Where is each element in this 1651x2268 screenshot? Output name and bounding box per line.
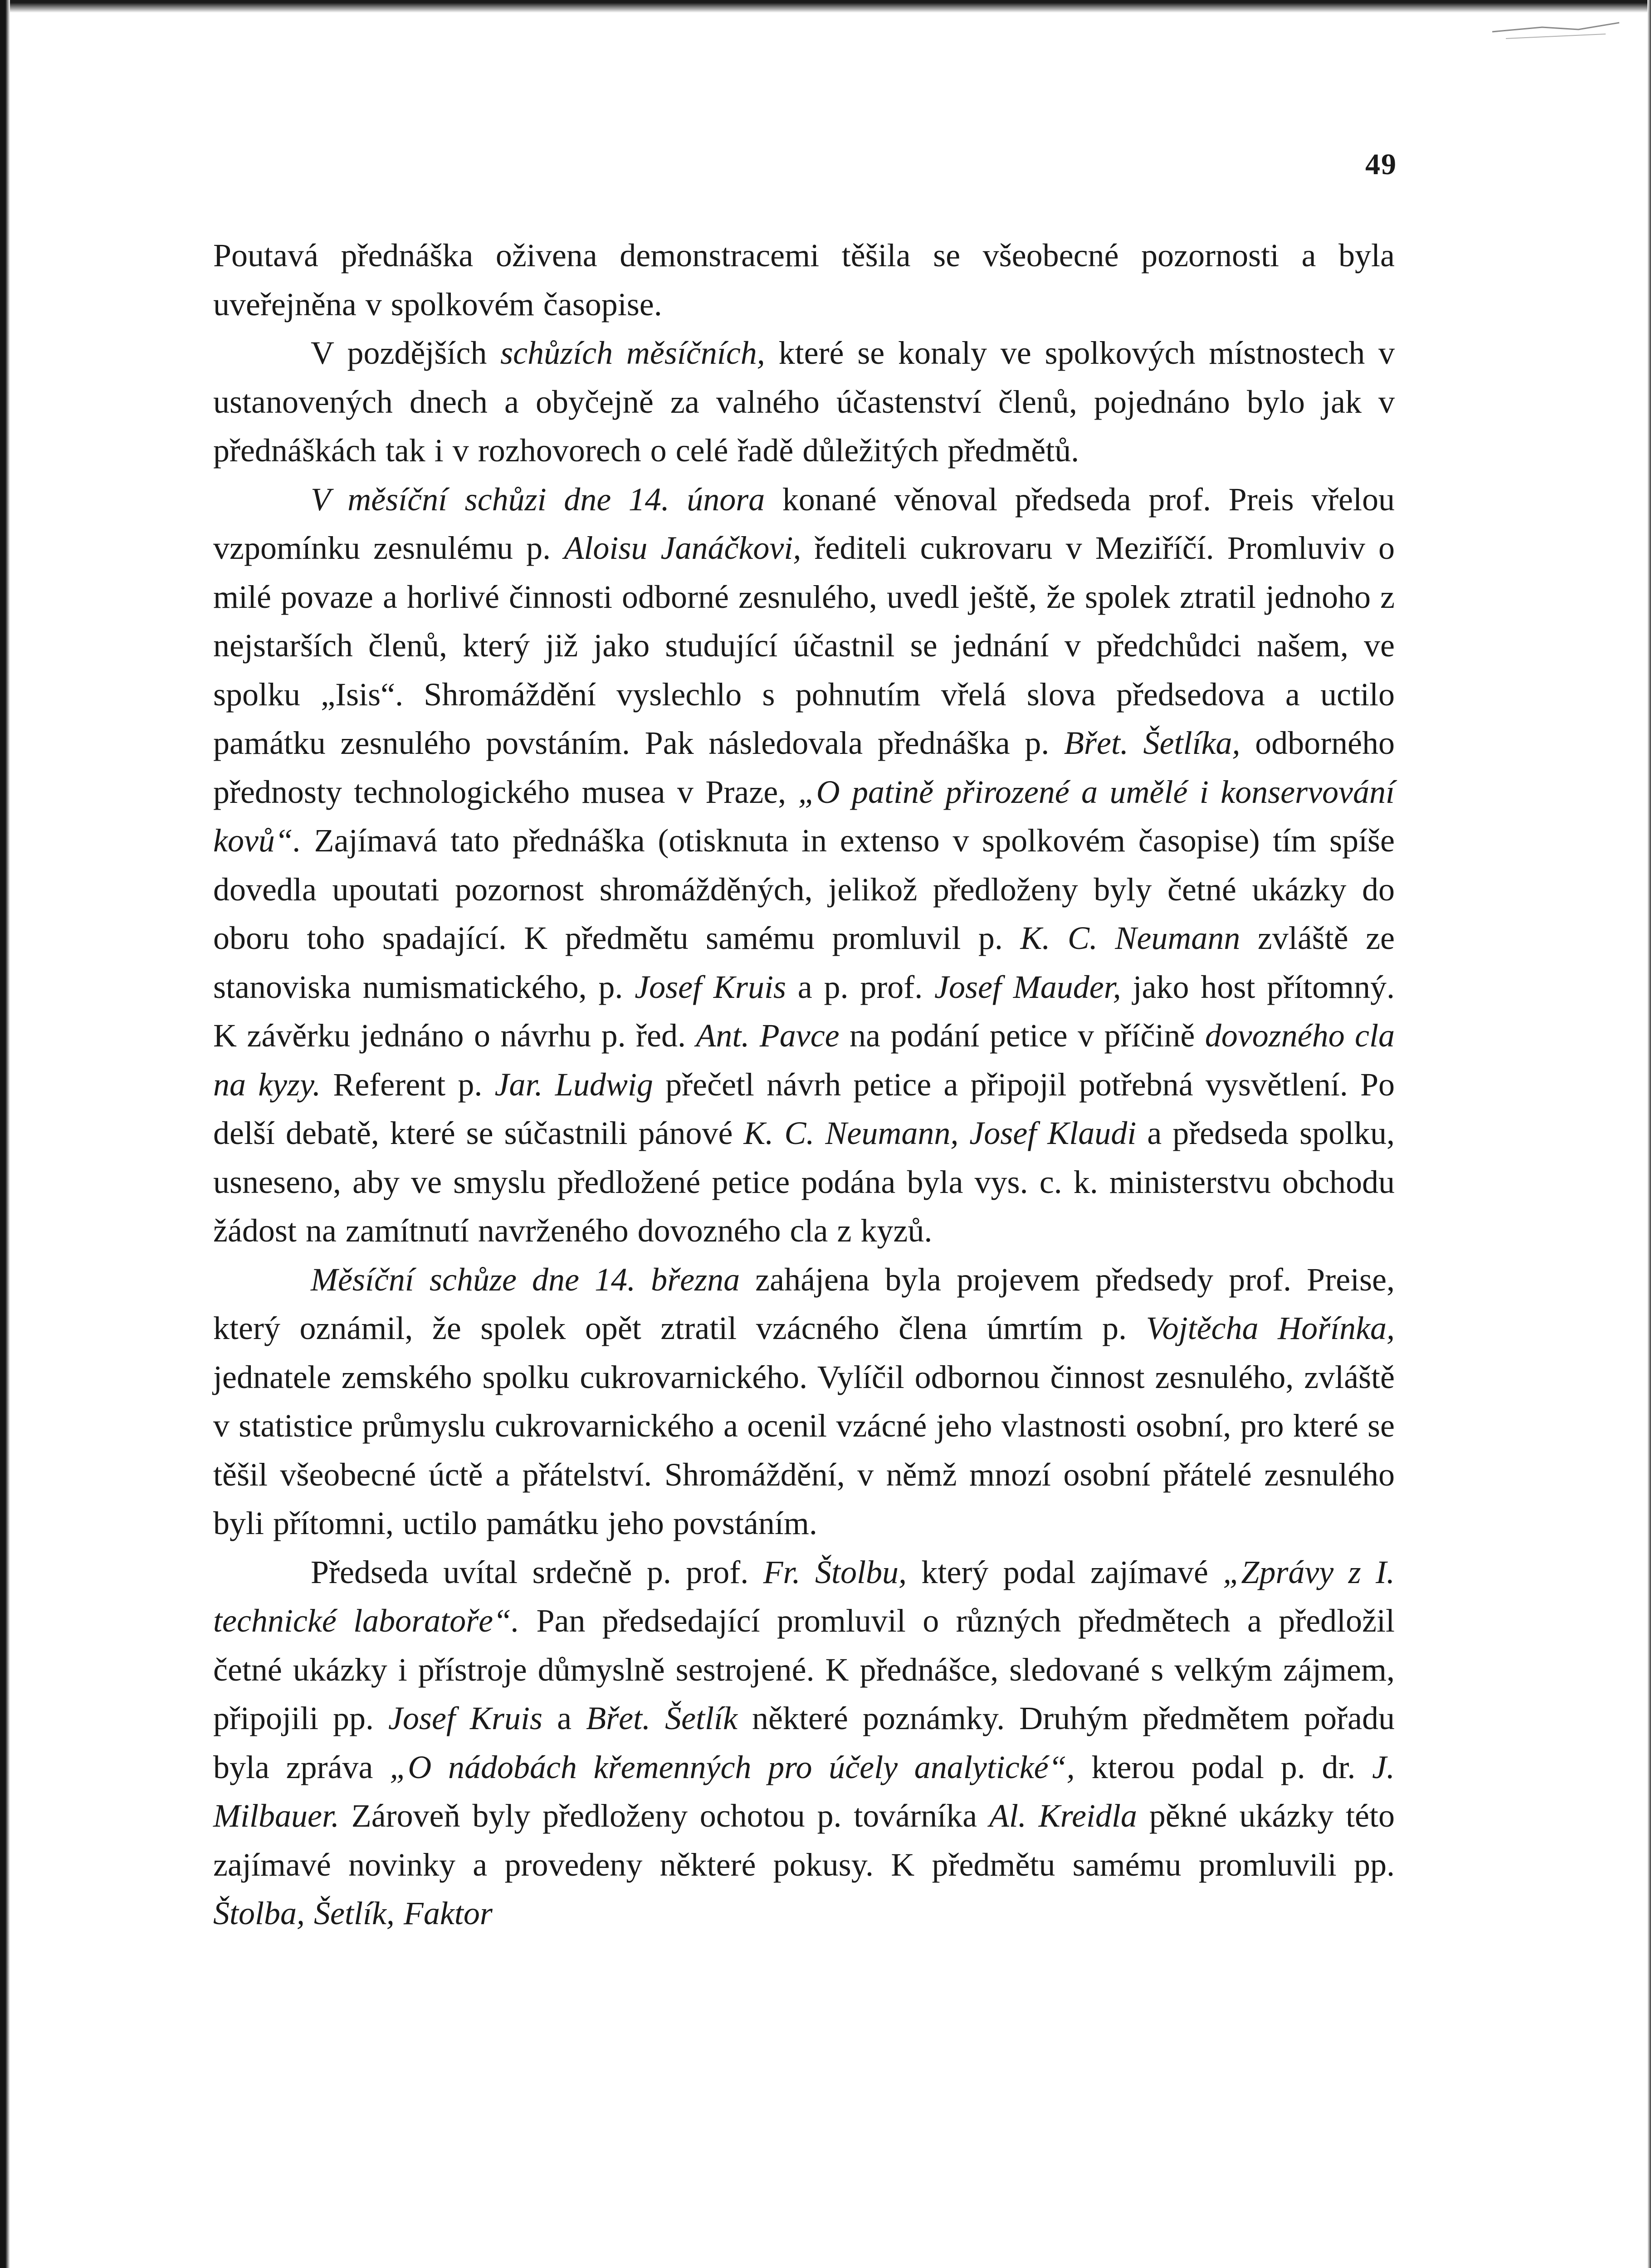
italic-text-segment: Měsíční schůze dne 14. března: [311, 1261, 740, 1298]
paragraph: [213, 1256, 1395, 1548]
paragraph: [213, 329, 1395, 475]
italic-text-segment: Ant. Pavce: [696, 1017, 840, 1054]
italic-text-segment: Al. Kreidla: [989, 1798, 1137, 1834]
italic-text-segment: „Zprávy z I. technické laboratoře“.: [213, 1554, 1395, 1639]
text-segment: V pozdějších: [311, 335, 501, 371]
paragraph: [213, 231, 1395, 329]
text-segment: řediteli cukrovaru v Meziříčí. Promluviv o milé povaze a horlivé činnosti odborné zesnulého, uvedl ještě, že spolek ztratil jednoho z nejstarších členů, který již jako studující účastnil se jednání v předchůdci našem, ve spolku „Isis“. Shromáždění vyslechlo s pohnutím vřelá slova předsedova a uctilo památku zesnulého povstáním. Pak následovala přednáška p.: [213, 530, 1395, 761]
text-segment: konané věnoval předseda prof. Preis vřelou vzpomínku zesnulému p.: [213, 481, 1395, 566]
scan-edge-top: [0, 0, 1651, 13]
body-text: [213, 231, 1395, 1938]
italic-text-segment: Josef Kruis: [388, 1700, 543, 1736]
italic-text-segment: Jar. Ludwig: [494, 1066, 653, 1103]
italic-text-segment: „O nádobách křemenných pro účely analytické“,: [390, 1749, 1075, 1785]
text-segment: a: [542, 1700, 586, 1736]
text-segment: jako host přítomný. K závěrku jednáno o návrhu p. řed.: [213, 968, 1395, 1054]
italic-text-segment: „O patině přirozené a umělé i konservování kovů“.: [213, 773, 1395, 859]
text-segment: Zajímavá tato přednáška (otisknuta in extenso v spolkovém časopise) tím spíše dovedla upoutati pozornost shromážděných, jelikož předloženy byly četné ukázky do oboru toho spadající. K předmětu samému promluvil p.: [213, 822, 1395, 956]
text-segment: které se konaly ve spolkových místnostech v ustanovených dnech a obyčejně za valného účastenství členů, pojednáno bylo jak v přednáškách tak i v rozhovorech o celé řadě důležitých předmětů.: [213, 335, 1395, 469]
italic-text-segment: Vojtěcha Hořínka,: [1146, 1310, 1395, 1346]
italic-text-segment: Břet. Šetlík: [586, 1700, 738, 1736]
scan-edge-right: [1647, 0, 1651, 2268]
text-segment: kterou podal p. dr.: [1075, 1749, 1373, 1785]
text-segment: Pan předsedající promluvil o různých předmětech a předložil četné ukázky i přístroje důmyslně sestrojené. K přednášce, sledované s velkým zájmem, připojili pp.: [213, 1603, 1395, 1736]
text-segment: Zároveň byly předloženy ochotou p. továrníka: [339, 1798, 989, 1834]
text-segment: Poutavá přednáška oživena demonstracemi těšila se všeobecné pozornosti a byla uveřejněna v spolkovém časopise.: [213, 237, 1395, 323]
italic-text-segment: dovozného cla na kyzy.: [213, 1017, 1395, 1103]
italic-text-segment: Štolba, Šetlík, Faktor: [213, 1895, 493, 1931]
scan-edge-left: [0, 0, 10, 2268]
text-segment: na podání petice v příčině: [839, 1017, 1205, 1054]
text-segment: přečetl návrh petice a připojil potřebná vysvětlení. Po delší debatě, které se súčastnili pánové: [213, 1066, 1395, 1151]
italic-text-segment: Břet. Šetlíka,: [1064, 725, 1241, 761]
text-segment: a p. prof.: [786, 968, 934, 1005]
text-segment: pěkné ukázky této zajímavé novinky a provedeny některé pokusy. K předmětu samému promluvili pp.: [213, 1798, 1395, 1883]
text-segment: Referent p.: [321, 1066, 495, 1103]
italic-text-segment: K. C. Neumann: [1020, 920, 1241, 956]
scan-corner-mark: [1488, 14, 1624, 45]
text-segment: jednatele zemského spolku cukrovarnického. Vylíčil odbornou činnost zesnulého, zvláště v statistice průmyslu cukrovarnického a ocenil vzácné jeho vlastnosti osobní, pro které se těšil všeobecné úctě a přátelství. Shromáždění, v němž mnozí osobní přátelé zesnulého byli přítomni, uctilo památku jeho povstáním.: [213, 1359, 1395, 1541]
text-segment: a předseda spolku, usneseno, aby ve smyslu předložené petice podána byla vys. c. k. ministerstvu obchodu žádost na zamítnutí navrženého dovozného cla z kyzů.: [213, 1115, 1395, 1249]
page-number: 49: [1365, 148, 1397, 181]
text-segment: Předseda uvítal srdečně p. prof.: [311, 1554, 763, 1590]
italic-text-segment: Josef Mauder,: [934, 968, 1121, 1005]
italic-text-segment: Aloisu Janáčkovi,: [564, 530, 801, 566]
italic-text-segment: V měsíční schůzi dne 14. února: [311, 481, 765, 518]
text-segment: který podal zajímavé: [906, 1554, 1223, 1590]
paragraph: [213, 475, 1395, 1256]
paragraph: [213, 1548, 1395, 1938]
text-segment: zvláště ze stanoviska numismatického, p.: [213, 920, 1395, 1005]
text-segment: některé poznámky. Druhým předmětem pořadu byla zpráva: [213, 1700, 1395, 1785]
italic-text-segment: J. Milbauer.: [213, 1749, 1395, 1834]
text-segment: zahájena byla projevem předsedy prof. Preise, který oznámil, že spolek opět ztratil vzácného člena úmrtím p.: [213, 1261, 1395, 1346]
italic-text-segment: Josef Kruis: [635, 968, 786, 1005]
italic-text-segment: Fr. Štolbu,: [763, 1554, 907, 1590]
italic-text-segment: K. C. Neumann, Josef Klaudi: [743, 1115, 1137, 1151]
text-segment: odborného přednosty technologického musea v Praze,: [213, 725, 1395, 810]
italic-text-segment: schůzích měsíčních,: [500, 335, 765, 371]
